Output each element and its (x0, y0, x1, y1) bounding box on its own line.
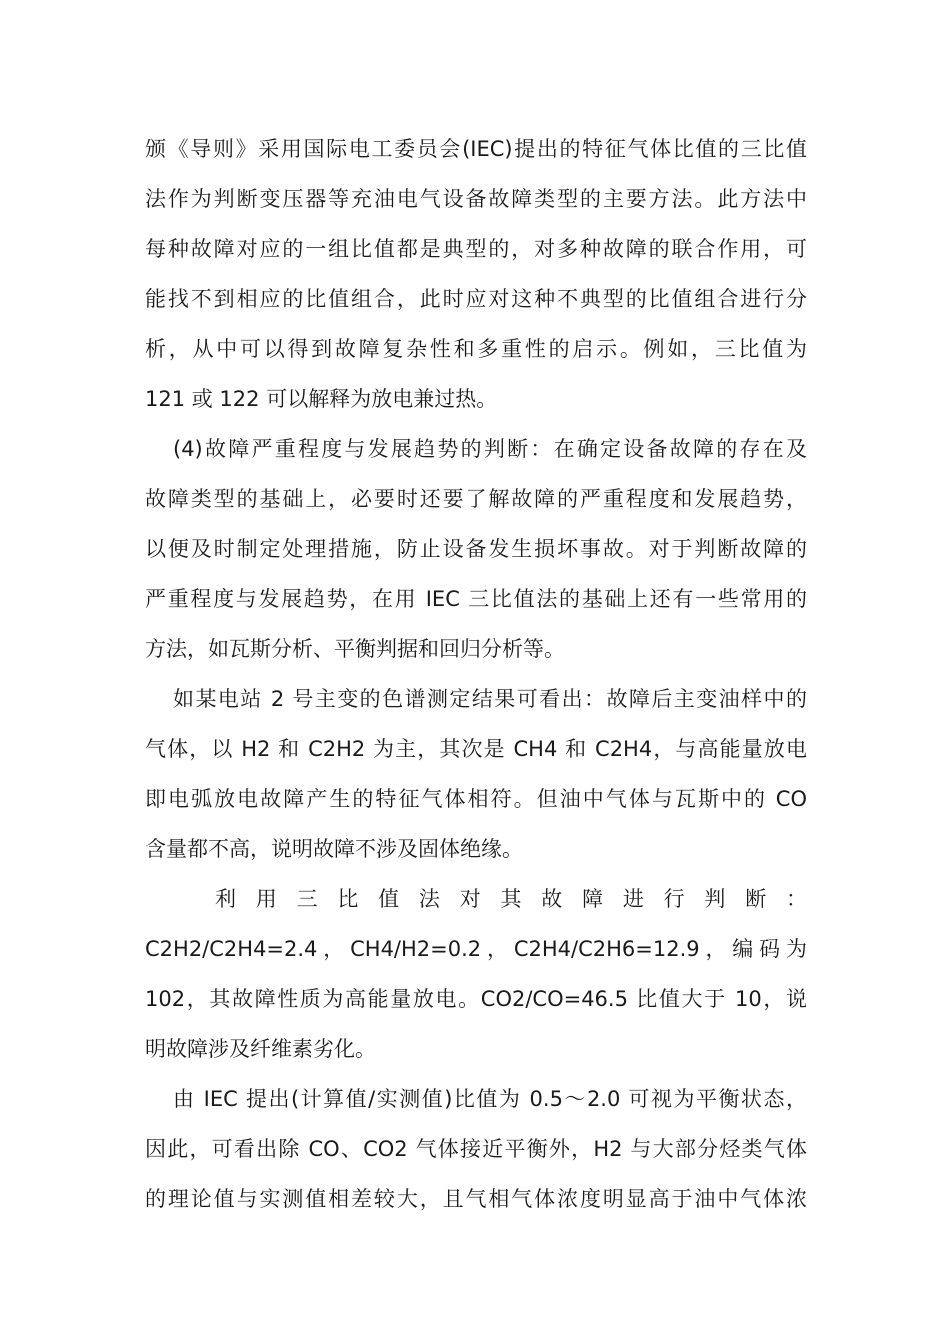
paragraph-balance-criterion (145, 1074, 807, 1224)
text-line: 由 IEC 提出(计算值/实测值)比值为 0.5～2.0 可视为平衡状态， (173, 1087, 807, 1111)
text-line: 严重程度与发展趋势，在用 IEC 三比值法的基础上还有一些常用的 (145, 587, 807, 611)
text-line: 因此，可看出除 CO、CO2 气体接近平衡外，H2 与大部分烃类气体 (145, 1137, 807, 1161)
paragraph-ratio-judgement (145, 874, 807, 1074)
text-line: 的理论值与实测值相差较大，且气相气体浓度明显高于油中气体浓 (145, 1187, 807, 1211)
text-line: 利 用 三 比 值 法 对 其 故 障 进 行 判 断 ： (215, 887, 807, 911)
paragraph-iec-three-ratio-method (145, 124, 807, 424)
text-line: 能找不到相应的比值组合，此时应对这种不典型的比值组合进行分 (145, 287, 807, 311)
text-line: 含量都不高，说明故障不涉及固体绝缘。 (145, 837, 523, 861)
text-line: 明故障涉及纤维素劣化。 (145, 1037, 376, 1061)
text-line: 方法，如瓦斯分析、平衡判据和回归分析等。 (145, 637, 565, 661)
text-line: 102，其故障性质为高能量放电。CO2/CO=46.5 比值大于 10，说 (145, 987, 807, 1011)
body-text (145, 124, 807, 1224)
text-line: 颁《导则》采用国际电工委员会(IEC)提出的特征气体比值的三比值 (145, 137, 807, 161)
text-line: 如某电站 2 号主变的色谱测定结果可看出：故障后主变油样中的 (173, 687, 807, 711)
text-line: C2H2/C2H4=2.4，CH4/H2=0.2，C2H4/C2H6=12.9，编码为 (145, 937, 807, 961)
text-line: 气体，以 H2 和 C2H2 为主，其次是 CH4 和 C2H4，与高能量放电 (145, 737, 807, 761)
text-line: 故障类型的基础上，必要时还要了解故障的严重程度和发展趋势， (145, 487, 807, 511)
paragraph-severity-trend (145, 424, 807, 674)
text-line: 每种故障对应的一组比值都是典型的，对多种故障的联合作用，可 (145, 237, 807, 261)
text-line: 即电弧放电故障产生的特征气体相符。但油中气体与瓦斯中的 CO (145, 787, 807, 811)
text-line: 析，从中可以得到故障复杂性和多重性的启示。例如，三比值为 (145, 337, 807, 361)
paragraph-station-example (145, 674, 807, 874)
text-line: 以便及时制定处理措施，防止设备发生损坏事故。对于判断故障的 (145, 537, 807, 561)
text-line: (4)故障严重程度与发展趋势的判断：在确定设备故障的存在及 (173, 437, 807, 461)
text-line: 法作为判断变压器等充油电气设备故障类型的主要方法。此方法中 (145, 187, 807, 211)
text-line: 121 或 122 可以解释为放电兼过热。 (145, 387, 498, 411)
